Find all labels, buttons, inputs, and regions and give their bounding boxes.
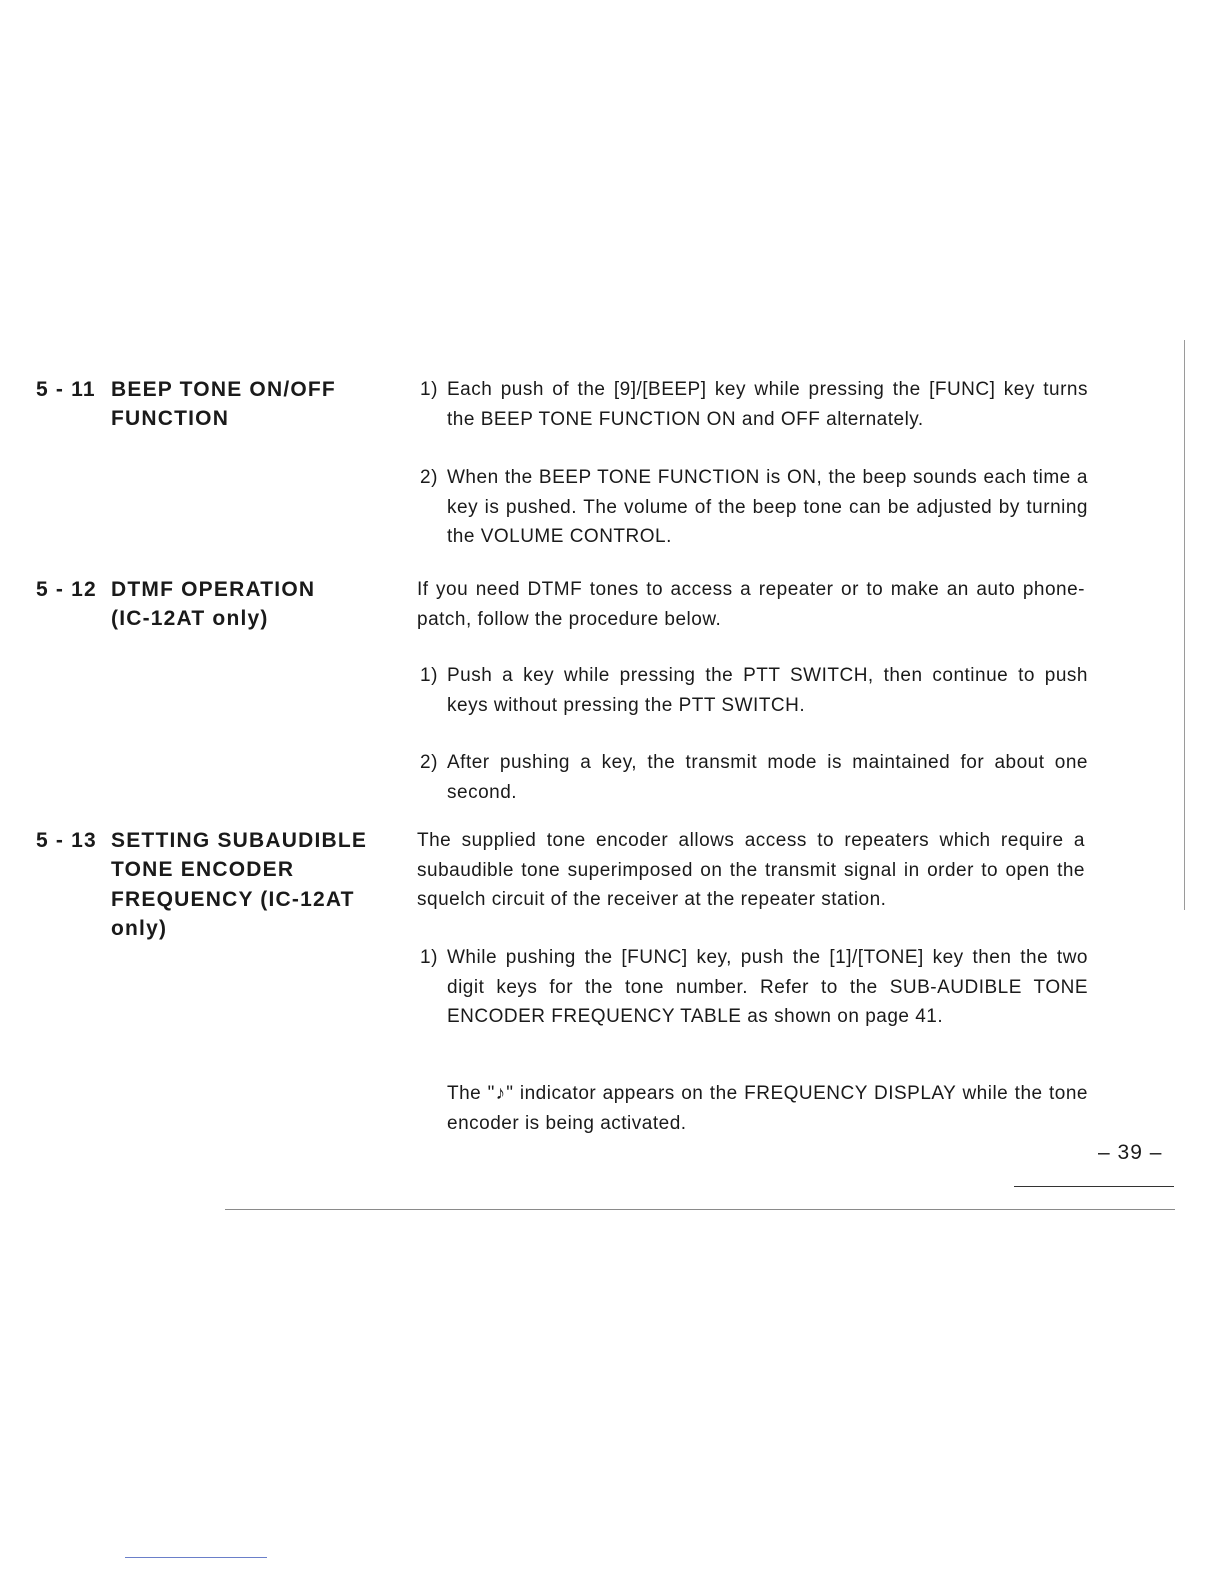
section-title-subaudible-line2: TONE ENCODER [111, 858, 295, 881]
page-number-rule [1014, 1186, 1174, 1187]
dtmf-intro: If you need DTMF tones to access a repeater or to make an auto phone-patch, follow the procedure below. [417, 579, 1085, 630]
item-number: 1) [420, 947, 438, 968]
bottom-rule [225, 1209, 1175, 1210]
item-text: When the BEEP TONE FUNCTION is ON, the beep sounds each time a key is pushed. The volume of the beep tone can be adjusted by turning the VOLUME CONTROL. [447, 467, 1088, 547]
item-text: Each push of the [9]/[BEEP] key while pressing the [FUNC] key turns the BEEP TONE FUNCTION ON and OFF alternately. [447, 379, 1088, 430]
page-number: – 39 – [1098, 1141, 1163, 1164]
item-number: 1) [420, 665, 438, 686]
right-margin-rule [1184, 340, 1185, 910]
section-title-subaudible-line3: FREQUENCY (IC-12AT [111, 888, 355, 911]
section-number-5-13: 5 - 13 [36, 829, 97, 852]
section-title-dtmf-line1: DTMF OPERATION [111, 578, 316, 601]
item-text: While pushing the [FUNC] key, push the [1]/[TONE] key then the two digit keys for the tone number. Refer to the SUB-AUDIBLE TONE ENCODER FREQUENCY TABLE as shown on page 41. [447, 947, 1088, 1027]
scan-mark-line [125, 1557, 267, 1558]
dtmf-item-2 [420, 748, 1088, 807]
beep-item-2 [420, 463, 1088, 552]
beep-item-1 [420, 375, 1088, 434]
item-text: After pushing a key, the transmit mode is maintained for about one second. [447, 752, 1088, 803]
subaudible-item-1 [420, 943, 1088, 1032]
section-title-subaudible-line4: only) [111, 917, 168, 940]
subaudible-intro: The supplied tone encoder allows access to repeaters which require a subaudible tone superimposed on the transmit signal in order to open the squelch circuit of the receiver at the repeater station. [417, 830, 1085, 910]
item-number: 2) [420, 752, 438, 773]
dtmf-item-1 [420, 661, 1088, 720]
section-title-beep-line1: BEEP TONE ON/OFF [111, 378, 336, 401]
section-number-5-12: 5 - 12 [36, 578, 97, 601]
subaudible-note [420, 1079, 1088, 1138]
item-text: Push a key while pressing the PTT SWITCH, then continue to push keys without pressing the PTT SWITCH. [447, 665, 1088, 716]
section-title-dtmf-line2: (IC-12AT only) [111, 607, 269, 630]
note-text: The "♪" indicator appears on the FREQUENCY DISPLAY while the tone encoder is being activated. [447, 1083, 1088, 1134]
section-number-5-11: 5 - 11 [36, 378, 96, 401]
section-title-beep-line2: FUNCTION [111, 407, 230, 430]
section-title-subaudible-line1: SETTING SUBAUDIBLE [111, 829, 368, 852]
item-number: 2) [420, 467, 438, 488]
item-number: 1) [420, 379, 438, 400]
